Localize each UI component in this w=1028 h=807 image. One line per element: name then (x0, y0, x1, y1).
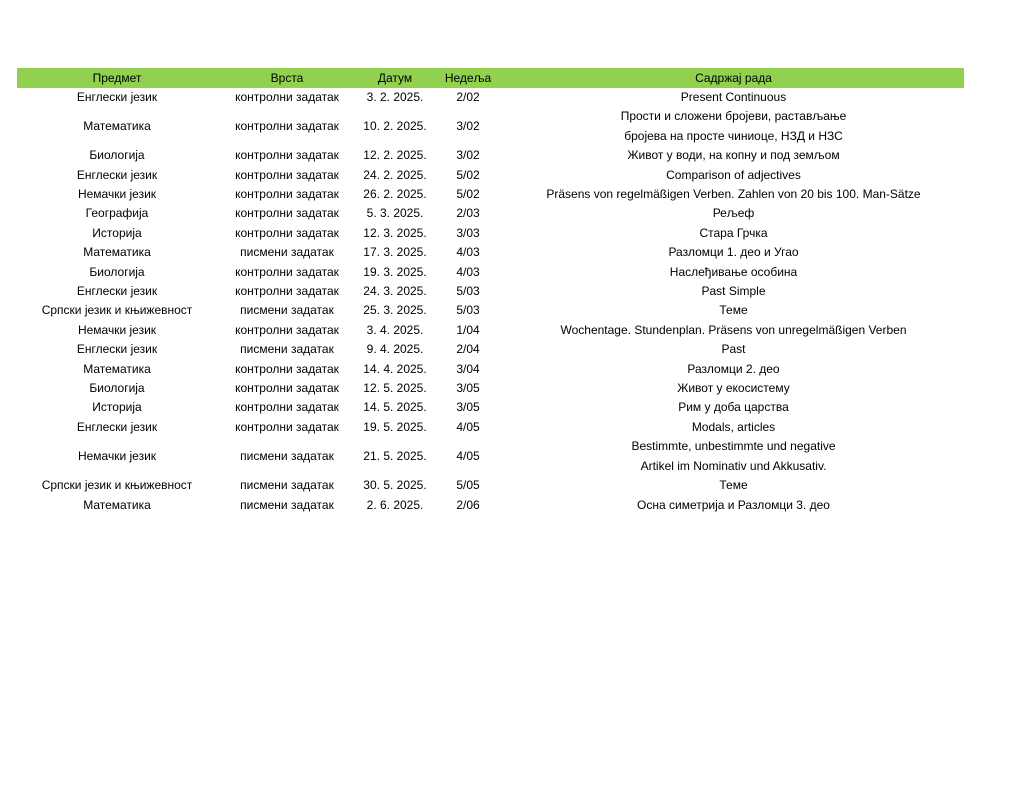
cell-subject: Историја (92, 400, 142, 415)
table-row (17, 204, 964, 223)
cell-date: 3. 2. 2025. (366, 90, 424, 104)
column-header-type: Врста (217, 68, 357, 88)
table-row (17, 321, 964, 340)
cell-date: 21. 5. 2025. (363, 448, 427, 463)
header-row (17, 68, 964, 88)
cell-week: 2/06 (456, 497, 480, 512)
content-line: Past (721, 342, 746, 357)
cell-type: контролни задатак (235, 225, 339, 240)
cell-date: 26. 2. 2025. (363, 187, 427, 202)
cell-type: писмени задатак (240, 497, 334, 512)
cell-type: контролни задатак (235, 419, 339, 434)
cell-week: 4/05 (456, 419, 480, 434)
table-row (17, 496, 964, 515)
cell-type: контролни задатак (235, 206, 339, 221)
cell-date: 14. 4. 2025. (363, 361, 427, 376)
cell-type: контролни задатак (235, 90, 339, 104)
cell-type: писмени задатак (240, 448, 334, 463)
cell-week: 3/02 (456, 119, 480, 134)
cell-type: контролни задатак (235, 381, 339, 396)
cell-content (503, 224, 964, 243)
cell-content (503, 301, 964, 320)
cell-subject: Биологија (89, 264, 145, 279)
cell-content (503, 476, 964, 495)
cell-week: 5/03 (456, 284, 480, 299)
cell-week: 4/05 (456, 448, 480, 463)
cell-week: 1/04 (456, 322, 480, 337)
cell-week: 5/03 (456, 303, 480, 318)
cell-content (503, 146, 964, 165)
cell-type: писмени задатак (240, 303, 334, 318)
table-row (17, 398, 964, 417)
cell-content (503, 204, 964, 223)
content-line: Present Continuous (680, 90, 787, 104)
cell-subject: Српски језик и књижевност (41, 303, 193, 318)
content-line: Comparison of adjectives (666, 167, 801, 182)
test-schedule-table (17, 68, 964, 515)
cell-subject: Историја (92, 225, 142, 240)
table-row (17, 360, 964, 379)
content-line: Теме (719, 303, 748, 318)
cell-week: 4/03 (456, 245, 480, 260)
table-body (17, 88, 964, 515)
cell-subject: Немачки језик (77, 322, 157, 337)
cell-content (503, 496, 964, 515)
cell-subject: Математика (83, 361, 151, 376)
table-row (17, 88, 964, 107)
column-header-week: Недеља (433, 68, 503, 88)
cell-content (503, 166, 964, 185)
cell-type: писмени задатак (240, 342, 334, 357)
content-line: Наслеђивање особина (669, 264, 798, 279)
table-row (17, 185, 964, 204)
cell-week: 3/02 (456, 148, 480, 163)
table-row (17, 107, 964, 146)
cell-week: 2/02 (456, 90, 480, 104)
cell-date: 3. 4. 2025. (366, 322, 424, 337)
content-line: Разломци 1. део и Угао (668, 245, 799, 260)
cell-content (503, 88, 964, 107)
cell-type: контролни задатак (235, 361, 339, 376)
cell-week: 5/02 (456, 187, 480, 202)
content-line: Рељеф (712, 206, 755, 221)
cell-subject: Математика (83, 497, 151, 512)
cell-subject: Биологија (89, 148, 145, 163)
cell-week: 3/05 (456, 400, 480, 415)
cell-content (503, 282, 964, 301)
content-line: Präsens von regelmäßigen Verben. Zahlen von 20 bis 100. Man-Sätze (546, 187, 921, 202)
table-row (17, 340, 964, 359)
cell-content (503, 398, 964, 417)
content-line: Past Simple (701, 284, 766, 299)
cell-type: контролни задатак (235, 167, 339, 182)
cell-type: контролни задатак (235, 148, 339, 163)
cell-content (503, 360, 964, 379)
table-row (17, 301, 964, 320)
table-row (17, 476, 964, 495)
cell-subject: Географија (85, 206, 149, 221)
cell-week: 3/04 (456, 361, 480, 376)
content-line: Разломци 2. део (687, 361, 780, 376)
cell-week: 5/05 (456, 478, 480, 493)
column-header-subject: Предмет (17, 68, 217, 88)
cell-subject: Енглески језик (76, 90, 158, 104)
cell-type: контролни задатак (235, 187, 339, 202)
cell-type: контролни задатак (235, 119, 339, 134)
table-row (17, 379, 964, 398)
cell-content (503, 321, 964, 340)
cell-week: 4/03 (456, 264, 480, 279)
table-row (17, 166, 964, 185)
cell-subject: Биологија (89, 381, 145, 396)
cell-date: 25. 3. 2025. (363, 303, 427, 318)
cell-content (503, 437, 964, 476)
cell-date: 10. 2. 2025. (363, 119, 427, 134)
table-row (17, 437, 964, 476)
cell-date: 14. 5. 2025. (363, 400, 427, 415)
cell-subject: Енглески језик (76, 419, 158, 434)
cell-content (503, 263, 964, 282)
cell-subject: Математика (83, 119, 151, 134)
content-line: Теме (719, 478, 748, 493)
cell-type: контролни задатак (235, 400, 339, 415)
cell-date: 19. 5. 2025. (363, 419, 427, 434)
cell-date: 12. 3. 2025. (363, 225, 427, 240)
table-row (17, 282, 964, 301)
cell-type: контролни задатак (235, 264, 339, 279)
cell-date: 17. 3. 2025. (363, 245, 427, 260)
content-line: Осна симетрија и Разломци 3. део (637, 497, 830, 512)
content-line: Artikel im Nominativ und Akkusativ. (640, 458, 827, 473)
cell-date: 12. 5. 2025. (363, 381, 427, 396)
cell-week: 2/04 (456, 342, 480, 357)
content-line: Modals, articles (691, 419, 776, 434)
table-row (17, 418, 964, 437)
cell-date: 30. 5. 2025. (363, 478, 427, 493)
cell-subject: Немачки језик (77, 187, 157, 202)
cell-date: 9. 4. 2025. (366, 342, 424, 357)
content-line: бројева на просте чиниоце, НЗД и НЗС (624, 128, 843, 143)
content-line: Живот у екосистему (677, 381, 790, 396)
cell-date: 24. 2. 2025. (363, 167, 427, 182)
cell-content (503, 107, 964, 146)
cell-content (503, 243, 964, 262)
cell-type: контролни задатак (235, 284, 339, 299)
cell-subject: Математика (83, 245, 151, 260)
table-row (17, 243, 964, 262)
cell-content (503, 418, 964, 437)
cell-week: 2/03 (456, 206, 480, 221)
column-header-content: Садржај рада (503, 68, 964, 88)
content-line: Рим у доба царства (678, 400, 789, 415)
cell-week: 5/02 (456, 167, 480, 182)
content-line: Wochentage. Stundenplan. Präsens von unregelmäßigen Verben (560, 322, 907, 337)
cell-content (503, 340, 964, 359)
cell-type: писмени задатак (240, 245, 334, 260)
cell-subject: Енглески језик (76, 342, 158, 357)
content-line: Прости и сложени бројеви, растављање (620, 109, 847, 124)
cell-content (503, 379, 964, 398)
cell-subject: Српски језик и књижевност (41, 478, 193, 493)
cell-subject: Енглески језик (76, 167, 158, 182)
cell-subject: Енглески језик (76, 284, 158, 299)
cell-subject: Немачки језик (77, 448, 157, 463)
cell-date: 19. 3. 2025. (363, 264, 427, 279)
cell-type: писмени задатак (240, 478, 334, 493)
cell-content (503, 185, 964, 204)
content-line: Живот у води, на копну и под земљом (627, 148, 840, 163)
column-header-date: Датум (357, 68, 433, 88)
table-row (17, 263, 964, 282)
cell-date: 5. 3. 2025. (366, 206, 424, 221)
cell-date: 12. 2. 2025. (363, 148, 427, 163)
cell-date: 24. 3. 2025. (363, 284, 427, 299)
cell-type: контролни задатак (235, 322, 339, 337)
cell-date: 2. 6. 2025. (366, 497, 424, 512)
cell-week: 3/05 (456, 381, 480, 396)
table-row (17, 224, 964, 243)
content-line: Bestimmte, unbestimmte und negative (631, 439, 836, 454)
table-row (17, 146, 964, 165)
cell-week: 3/03 (456, 225, 480, 240)
content-line: Стара Грчка (699, 225, 768, 240)
